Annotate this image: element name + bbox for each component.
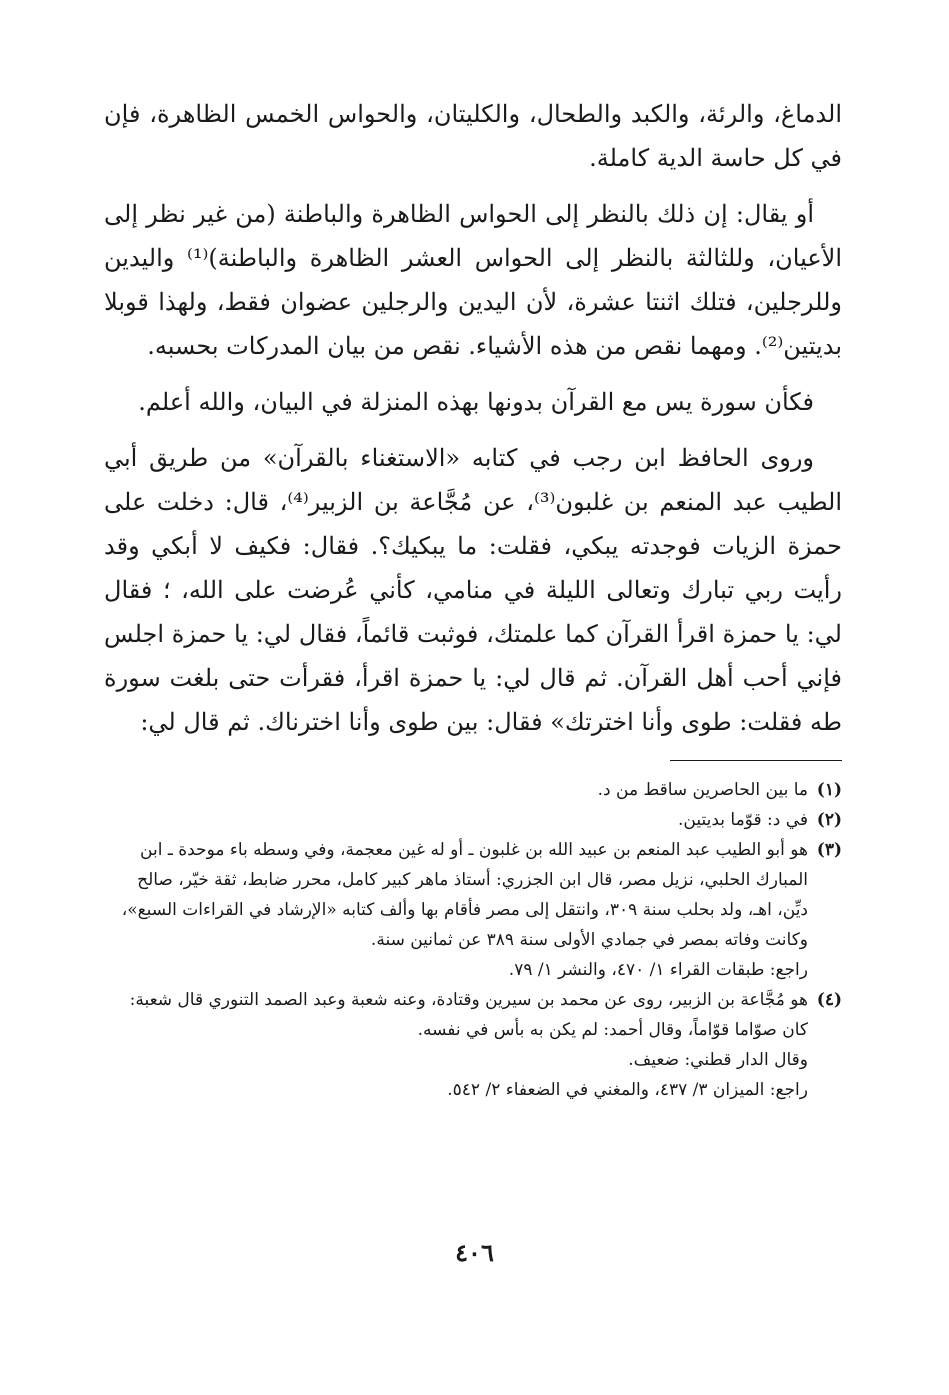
paragraph-1: الدماغ، والرئة، والكبد والطحال، والكليتان، والحواس الخمس الظاهرة، فإن في كل حاسة الدية كاملة. — [104, 100, 842, 172]
footnote-number: (٤) — [816, 990, 842, 1010]
paragraph-4: وروى الحافظ ابن رجب في كتابه «الاستغناء بالقرآن» من طريق أبي الطيب عبد المنعم بن غلبون⁽³⁾، عن مُجَّاعة بن الزبير⁽⁴⁾، قال: دخلت على حمزة الزيات فوجدته يبكي، فقلت: ما يبكيك؟. فقال: فكيف لا أبكي وقد رأيت ربي تبارك وتعالى الليلة في منامي، كأني عُرضت على الله، ؛ فقال لي: يا حمزة اقرأ القرآن كما علمتك، فوثبت قائماً، فقال لي: يا حمزة اجلس فإني أحب أهل القرآن. ثم قال لي: يا حمزة اقرأ، فقرأت حتى بلغت سورة طه فقلت: طوى وأنا اخترتك» فقال: بين طوى وأنا اخترناك. ثم قال لي: — [104, 444, 843, 736]
footnote-4 — [104, 985, 842, 1105]
footnote-3 — [104, 835, 842, 985]
footnote-2 — [104, 805, 842, 835]
footnote-text: ما بين الحاصرين ساقط من د. — [597, 780, 808, 800]
paragraph-3: فكأن سورة يس مع القرآن بدونها بهذه المنزلة في البيان، والله أعلم. — [138, 388, 814, 416]
footnote-text: هو مُجَّاعة بن الزبير، روى عن محمد بن سيرين وقتادة، وعنه شعبة وعبد الصمد التنوري قال شعبة: كان صوّاما قوّاماً، وقال أحمد: لم يكن به بأس في نفسه. — [129, 990, 808, 1040]
footnote-number: (١) — [816, 780, 842, 800]
page-number: ٤٠٦ — [455, 1238, 494, 1267]
footnote-separator — [670, 760, 842, 761]
page-content — [104, 92, 842, 1105]
paragraph-2: أو يقال: إن ذلك بالنظر إلى الحواس الظاهرة والباطنة (من غير نظر إلى الأعيان، وللثالثة بالنظر إلى الحواس العشر الظاهرة والباطنة)⁽¹⁾ واليدين وللرجلين، فتلك اثنتا عشرة، لأن اليدين والرجلين عضوان فقط، ولهذا قوبلا بديتين⁽²⁾. ومهما نقص من هذه الأشياء. نقص من بيان المدركات بحسبه. — [104, 200, 842, 360]
footnote-1 — [104, 775, 842, 805]
footnote-text: هو أبو الطيب عبد المنعم بن عبيد الله بن غلبون ـ أو له غين معجمة، وفي وسطه باء موحدة ـ ابن المبارك الحلبي، نزيل مصر، قال ابن الجزري: أستاذ ماهر كبير كامل، محرر ضابط، ثقة خيّر، صالح ديِّن، اهـ، ولد بحلب سنة ٣٠٩، وانتقل إلى مصر فأقام بها وألف كتابه «الإرشاد في القراءات السبع»، وكانت وفاته بمصر في جمادي الأولى سنة ٣٨٩ عن ثمانين سنة. — [121, 840, 808, 950]
footnote-text: وقال الدار قطني: ضعيف. — [628, 1050, 808, 1070]
footnote-body — [104, 805, 808, 835]
footnote-body — [104, 835, 808, 985]
footnote-body — [104, 985, 808, 1105]
footnote-number: (٣) — [816, 840, 842, 860]
footnote-reference: راجع: الميزان ٣/ ٤٣٧، والمغني في الضعفاء ٢/ ٥٤٢. — [447, 1080, 808, 1100]
footnote-reference: راجع: طبقات القراء ١/ ٤٧٠، والنشر ١/ ٧٩. — [508, 960, 808, 980]
footnotes — [104, 775, 842, 1105]
main-text — [104, 92, 842, 744]
footnote-text: في د: قوّما بديتين. — [678, 810, 808, 830]
footnote-body — [104, 775, 808, 805]
footnote-number: (٢) — [816, 810, 842, 830]
